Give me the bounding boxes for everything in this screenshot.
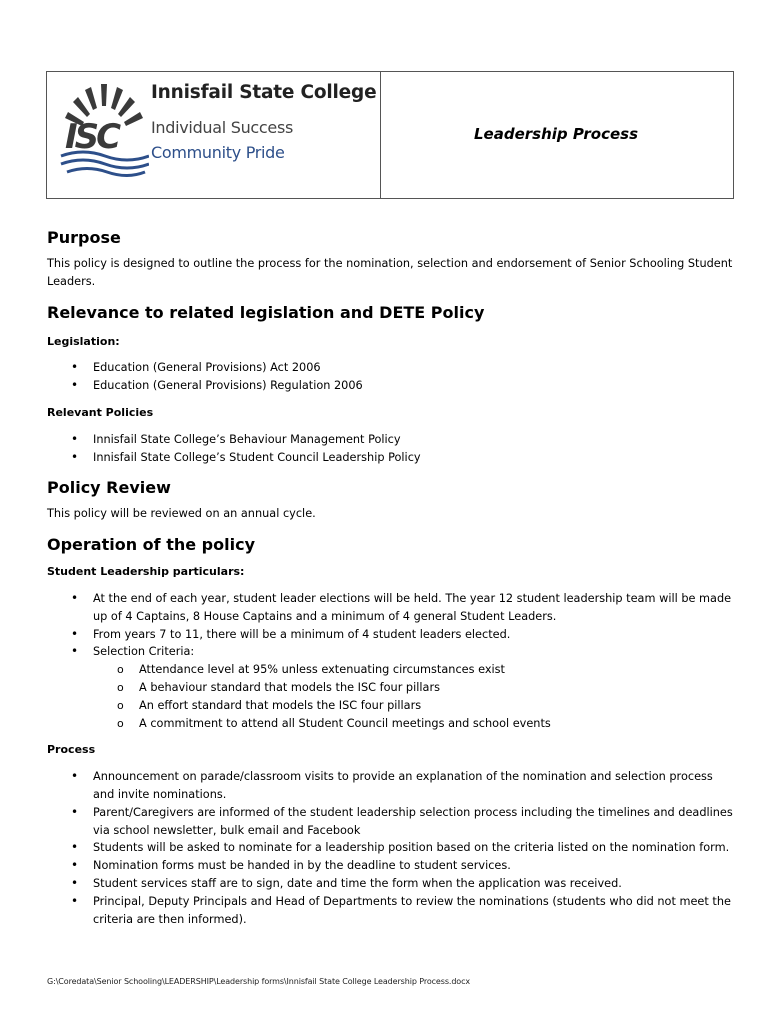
title-cell xyxy=(381,72,733,198)
list-item: o A commitment to attend all Student Council meetings and school events xyxy=(47,715,737,733)
purpose-heading: Purpose xyxy=(47,228,121,247)
list-item: • Innisfail State College’s Behaviour Management Policy xyxy=(47,431,737,449)
list-item: • At the end of each year, student leader elections will be held. The year 12 student leadership team will be made up of 4 Captains, 8 House Captains and a minimum of 4 general Student Leaders. xyxy=(47,590,737,626)
legislation-list xyxy=(47,359,737,395)
list-item: • Education (General Provisions) Regulation 2006 xyxy=(47,377,737,395)
process-label: Process xyxy=(47,743,96,757)
list-item: o An effort standard that models the ISC four pillars xyxy=(47,697,737,715)
school-name: Innisfail State College xyxy=(151,82,377,103)
legislation-label: Legislation: xyxy=(47,334,120,348)
list-item: • Students will be asked to nominate for a leadership position based on the criteria listed on the nomination form. xyxy=(47,839,737,857)
operation-heading: Operation of the policy xyxy=(47,535,255,555)
criteria-list xyxy=(47,661,737,732)
logo-letters: ISC xyxy=(65,117,119,157)
school-motto-line2: Community Pride xyxy=(151,143,285,162)
particulars-list xyxy=(47,590,737,661)
selection-criteria-label: Selection Criteria: xyxy=(93,645,195,659)
particulars-label: Student Leadership particulars: xyxy=(47,565,245,579)
document-title: Leadership Process xyxy=(473,125,639,143)
list-item xyxy=(47,643,737,661)
document-body xyxy=(47,228,737,928)
logo-cell xyxy=(47,72,381,198)
list-item: • Announcement on parade/classroom visits to provide an explanation of the nomination and selection process and invite nominations. xyxy=(47,768,737,804)
relevant-policies-list xyxy=(47,431,737,467)
header-table xyxy=(46,71,734,199)
list-item: • Parent/Caregivers are informed of the student leadership selection process including the timelines and deadlines via school newsletter, bulk email and Facebook xyxy=(47,804,737,840)
purpose-text: This policy is designed to outline the process for the nomination, selection and endorsement of Senior Schooling Student Leaders. xyxy=(47,257,733,288)
process-list xyxy=(47,768,737,928)
list-item: • Nomination forms must be handed in by the deadline to student services. xyxy=(47,857,737,875)
list-item: • Student services staff are to sign, date and time the form when the application was received. xyxy=(47,875,737,893)
list-item: • Innisfail State College’s Student Council Leadership Policy xyxy=(47,449,737,467)
review-heading: Policy Review xyxy=(47,478,171,498)
review-text: This policy will be reviewed on an annual cycle. xyxy=(47,507,316,521)
relevance-heading: Relevance to related legislation and DETE Policy xyxy=(47,302,485,322)
school-motto-line1: Individual Success xyxy=(151,118,294,137)
list-item: o Attendance level at 95% unless extenuating circumstances exist xyxy=(47,661,737,679)
list-item: • Principal, Deputy Principals and Head of Departments to review the nominations (students who did not meet the criteria are then informed). xyxy=(47,893,737,929)
list-item: o A behaviour standard that models the ISC four pillars xyxy=(47,679,737,697)
school-logo-emblem xyxy=(57,80,149,180)
list-item: • From years 7 to 11, there will be a minimum of 4 student leaders elected. xyxy=(47,626,737,644)
list-item: • Education (General Provisions) Act 2006 xyxy=(47,359,737,377)
relevant-policies-label: Relevant Policies xyxy=(47,405,154,419)
footer-file-path: G:\Coredata\Senior Schooling\LEADERSHIP\Leadership forms\Innisfail State College Leadership Process.docx xyxy=(47,977,471,986)
